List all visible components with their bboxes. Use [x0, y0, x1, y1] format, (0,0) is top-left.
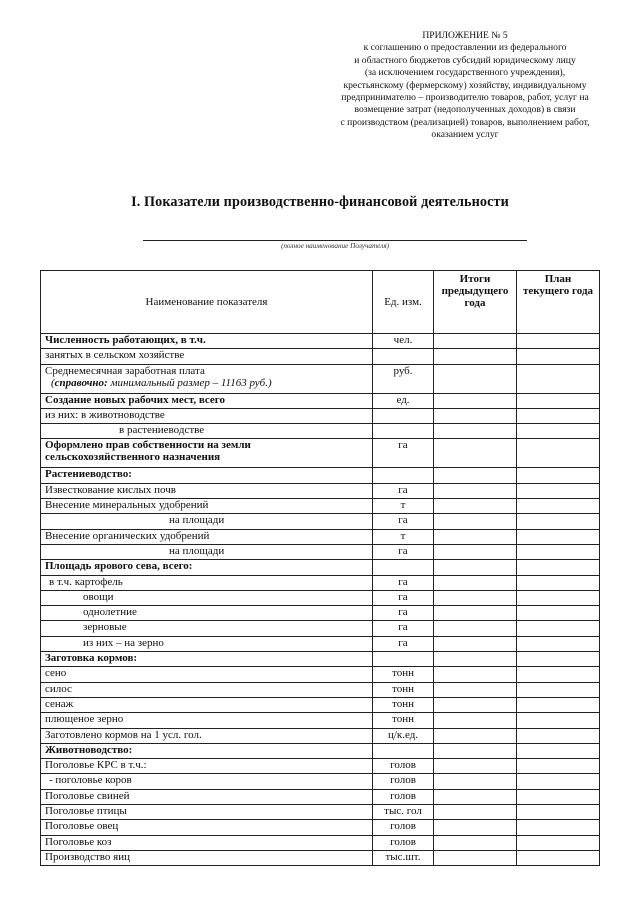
row-name: Животноводство: — [41, 743, 373, 758]
table-row — [41, 560, 600, 575]
plan-cell[interactable] — [517, 575, 600, 590]
plan-cell[interactable] — [517, 805, 600, 820]
table-row — [41, 393, 600, 408]
row-unit: голов — [373, 820, 434, 835]
row-name: Внесение минеральных удобрений — [41, 499, 373, 514]
row-name: на площади — [41, 544, 373, 559]
table-row — [41, 636, 600, 651]
row-unit — [373, 560, 434, 575]
row-unit — [373, 652, 434, 667]
row-unit: га — [373, 544, 434, 559]
table-header-row — [41, 271, 600, 334]
previous-year-cell[interactable] — [434, 483, 517, 498]
row-unit: тыс. гол — [373, 805, 434, 820]
row-name: Поголовье коз — [41, 835, 373, 850]
row-name-main: Среднемесячная заработная плата — [45, 364, 205, 377]
previous-year-cell[interactable] — [434, 364, 517, 393]
row-name: из них – на зерно — [41, 636, 373, 651]
row-unit: ед. — [373, 393, 434, 408]
row-unit: голов — [373, 774, 434, 789]
plan-cell[interactable] — [517, 621, 600, 636]
header-plan-current-year: План текущего года — [517, 271, 600, 334]
plan-cell[interactable] — [517, 349, 600, 364]
row-unit: тонн — [373, 682, 434, 697]
previous-year-cell[interactable] — [434, 820, 517, 835]
row-name: силос — [41, 682, 373, 697]
row-name — [41, 364, 373, 393]
plan-cell[interactable] — [517, 682, 600, 697]
plan-cell[interactable] — [517, 334, 600, 349]
previous-year-cell[interactable] — [434, 499, 517, 514]
previous-year-cell[interactable] — [434, 667, 517, 682]
row-unit: га — [373, 606, 434, 621]
table-row — [41, 621, 600, 636]
previous-year-cell[interactable] — [434, 468, 517, 483]
plan-cell[interactable] — [517, 713, 600, 728]
table-row — [41, 514, 600, 529]
row-name: Заготовка кормов: — [41, 652, 373, 667]
table-row — [41, 805, 600, 820]
appendix-line: к соглашению о предоставлении из федерального — [363, 42, 567, 54]
row-unit: т — [373, 499, 434, 514]
row-name: Площадь ярового сева, всего: — [41, 560, 373, 575]
row-unit: руб. — [373, 364, 434, 393]
row-name-note: (справочно: минимальный размер – 11163 руб.) — [51, 376, 272, 389]
plan-cell[interactable] — [517, 652, 600, 667]
table-row — [41, 529, 600, 544]
row-unit: ц/к.ед. — [373, 728, 434, 743]
previous-year-cell[interactable] — [434, 606, 517, 621]
previous-year-cell[interactable] — [434, 652, 517, 667]
page-title: I. Показатели производственно-финансовой деятельности — [131, 194, 509, 210]
previous-year-cell[interactable] — [434, 835, 517, 850]
row-unit: чел. — [373, 334, 434, 349]
table-row — [41, 652, 600, 667]
table-row — [41, 468, 600, 483]
appendix-header — [300, 30, 630, 142]
row-name: в растениеводстве — [41, 424, 373, 439]
row-name: в т.ч. картофель — [41, 575, 373, 590]
plan-cell[interactable] — [517, 408, 600, 423]
table-row — [41, 820, 600, 835]
plan-cell[interactable] — [517, 483, 600, 498]
table-row — [41, 364, 600, 393]
row-unit: га — [373, 439, 434, 468]
previous-year-cell[interactable] — [434, 713, 517, 728]
previous-year-cell[interactable] — [434, 514, 517, 529]
appendix-line: ПРИЛОЖЕНИЕ № 5 — [422, 30, 508, 41]
row-name: Создание новых рабочих мест, всего — [41, 393, 373, 408]
table-row — [41, 334, 600, 349]
previous-year-cell[interactable] — [434, 743, 517, 758]
recipient-caption: (полное наименование Получателя) — [280, 242, 390, 250]
row-name: Заготовлено кормов на 1 усл. гол. — [41, 728, 373, 743]
header-indicator-name: Наименование показателя — [41, 271, 373, 334]
previous-year-cell[interactable] — [434, 636, 517, 651]
previous-year-cell[interactable] — [434, 850, 517, 865]
plan-cell[interactable] — [517, 529, 600, 544]
previous-year-cell[interactable] — [434, 408, 517, 423]
table-row — [41, 713, 600, 728]
plan-cell[interactable] — [517, 728, 600, 743]
row-name: Поголовье птицы — [41, 805, 373, 820]
plan-cell[interactable] — [517, 590, 600, 605]
table-row — [41, 408, 600, 423]
plan-cell[interactable] — [517, 789, 600, 804]
row-unit: га — [373, 483, 434, 498]
table-row — [41, 743, 600, 758]
recipient-name-line — [143, 240, 527, 241]
plan-cell[interactable] — [517, 850, 600, 865]
row-name: Растениеводство: — [41, 468, 373, 483]
appendix-line: оказанием услуг — [431, 129, 499, 141]
plan-cell[interactable] — [517, 393, 600, 408]
table-row — [41, 544, 600, 559]
table-row — [41, 697, 600, 712]
previous-year-cell[interactable] — [434, 349, 517, 364]
plan-cell[interactable] — [517, 424, 600, 439]
table-row — [41, 728, 600, 743]
row-unit — [373, 468, 434, 483]
table-row — [41, 575, 600, 590]
previous-year-cell[interactable] — [434, 334, 517, 349]
plan-cell[interactable] — [517, 697, 600, 712]
plan-cell[interactable] — [517, 667, 600, 682]
previous-year-cell[interactable] — [434, 529, 517, 544]
row-unit: га — [373, 636, 434, 651]
appendix-line: с производством (реализацией) товаров, выполнением работ, — [340, 116, 590, 128]
previous-year-cell[interactable] — [434, 774, 517, 789]
table-row — [41, 774, 600, 789]
plan-cell[interactable] — [517, 439, 600, 468]
previous-year-cell[interactable] — [434, 590, 517, 605]
appendix-line: возмещение затрат (недополученных доходов) в связи — [354, 104, 576, 116]
previous-year-cell[interactable] — [434, 439, 517, 468]
table-row — [41, 439, 600, 468]
table-row — [41, 682, 600, 697]
table-row — [41, 499, 600, 514]
plan-cell[interactable] — [517, 364, 600, 393]
plan-cell[interactable] — [517, 514, 600, 529]
previous-year-cell[interactable] — [434, 393, 517, 408]
header-unit: Ед. изм. — [373, 271, 434, 334]
row-unit: га — [373, 621, 434, 636]
table-row — [41, 789, 600, 804]
row-name: Поголовье свиней — [41, 789, 373, 804]
row-unit — [373, 349, 434, 364]
previous-year-cell[interactable] — [434, 621, 517, 636]
row-unit: тонн — [373, 697, 434, 712]
row-name: Производство яиц — [41, 850, 373, 865]
row-unit: га — [373, 514, 434, 529]
row-name: - поголовье коров — [41, 774, 373, 789]
plan-cell[interactable] — [517, 499, 600, 514]
row-unit: тонн — [373, 713, 434, 728]
row-name: плющеное зерно — [41, 713, 373, 728]
row-name: Численность работающих, в т.ч. — [41, 334, 373, 349]
row-name: Оформлено прав собственности на земли сельскохозяйственного назначения — [41, 439, 373, 468]
table-row — [41, 590, 600, 605]
previous-year-cell[interactable] — [434, 805, 517, 820]
row-name: Внесение органических удобрений — [41, 529, 373, 544]
note-rest: минимальный размер – 11163 руб.) — [107, 376, 272, 389]
previous-year-cell[interactable] — [434, 575, 517, 590]
row-name: занятых в сельском хозяйстве — [41, 349, 373, 364]
indicators-table — [40, 270, 600, 866]
plan-cell[interactable] — [517, 636, 600, 651]
previous-year-cell[interactable] — [434, 728, 517, 743]
row-unit — [373, 743, 434, 758]
appendix-line: и областного бюджетов субсидий юридическому лицу — [354, 54, 576, 66]
row-unit: тонн — [373, 667, 434, 682]
previous-year-cell[interactable] — [434, 544, 517, 559]
row-unit: га — [373, 575, 434, 590]
table-row — [41, 835, 600, 850]
row-unit — [373, 424, 434, 439]
table-row — [41, 606, 600, 621]
plan-cell[interactable] — [517, 835, 600, 850]
plan-cell[interactable] — [517, 606, 600, 621]
previous-year-cell[interactable] — [434, 759, 517, 774]
previous-year-cell[interactable] — [434, 789, 517, 804]
table-row — [41, 349, 600, 364]
table-row — [41, 424, 600, 439]
row-unit: голов — [373, 789, 434, 804]
appendix-line: (за исключением государственного учреждения), — [364, 67, 566, 79]
row-name: на площади — [41, 514, 373, 529]
table-row — [41, 667, 600, 682]
plan-cell[interactable] — [517, 560, 600, 575]
previous-year-cell[interactable] — [434, 424, 517, 439]
row-unit: тыс.шт. — [373, 850, 434, 865]
note-bold: справочно: — [54, 376, 108, 389]
table-row — [41, 759, 600, 774]
table-row — [41, 483, 600, 498]
row-unit: голов — [373, 835, 434, 850]
appendix-line: крестьянскому (фермерскому) хозяйству, индивидуальному — [343, 79, 587, 91]
appendix-line: предпринимателю – производителю товаров, работ, услуг на — [341, 92, 589, 104]
row-name: Поголовье КРС в т.ч.: — [41, 759, 373, 774]
table-row — [41, 850, 600, 865]
header-previous-year: Итоги предыдущего года — [434, 271, 517, 334]
previous-year-cell[interactable] — [434, 697, 517, 712]
row-name: сенаж — [41, 697, 373, 712]
row-unit: т — [373, 529, 434, 544]
row-name: сено — [41, 667, 373, 682]
plan-cell[interactable] — [517, 820, 600, 835]
row-unit: голов — [373, 759, 434, 774]
plan-cell[interactable] — [517, 759, 600, 774]
plan-cell[interactable] — [517, 774, 600, 789]
plan-cell[interactable] — [517, 743, 600, 758]
row-unit — [373, 408, 434, 423]
plan-cell[interactable] — [517, 468, 600, 483]
plan-cell[interactable] — [517, 544, 600, 559]
row-unit: га — [373, 590, 434, 605]
row-name: зерновые — [41, 621, 373, 636]
row-name: из них: в животноводстве — [41, 408, 373, 423]
previous-year-cell[interactable] — [434, 682, 517, 697]
row-name: овощи — [41, 590, 373, 605]
row-name: Поголовье овец — [41, 820, 373, 835]
previous-year-cell[interactable] — [434, 560, 517, 575]
row-name: Известкование кислых почв — [41, 483, 373, 498]
row-name: однолетние — [41, 606, 373, 621]
